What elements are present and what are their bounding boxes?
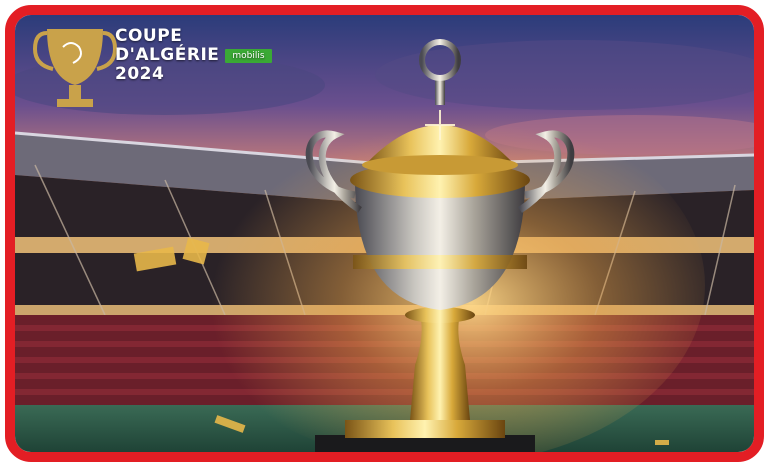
title-line-2-row xyxy=(115,46,272,65)
title-year: 2024 xyxy=(115,64,165,84)
photo-frame xyxy=(5,5,764,462)
title-line-1: COUPE xyxy=(115,26,183,46)
title-line-2: D'ALGÉRIE xyxy=(115,45,220,65)
tournament-title xyxy=(115,27,272,84)
sponsor-badge: mobilis xyxy=(225,49,271,63)
